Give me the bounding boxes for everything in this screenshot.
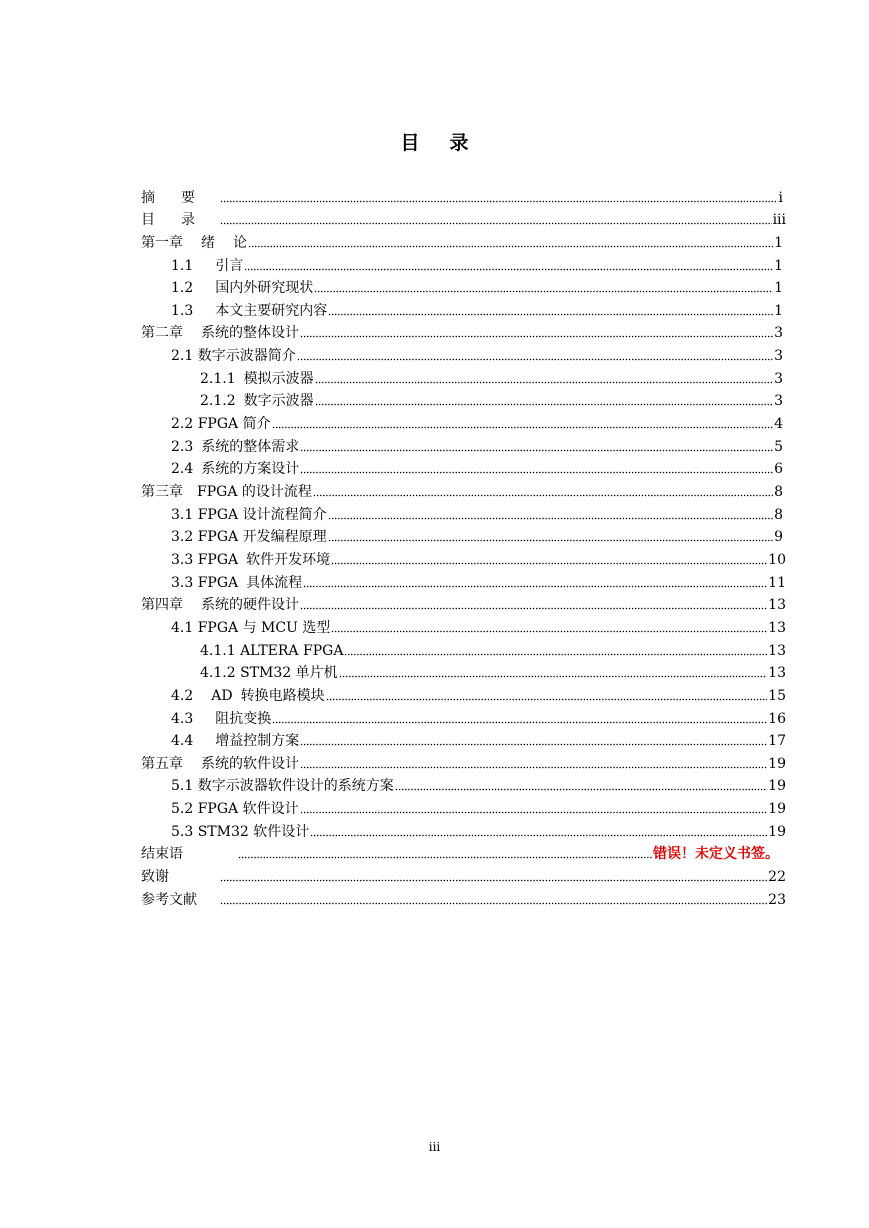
toc-entry-label [141,211,219,229]
toc-entry-page: 15 [768,687,786,704]
toc-entry-text: 论 [233,234,247,251]
toc-entry-text: AD [211,687,233,704]
dot-leader [300,335,773,338]
toc-entry-label [171,347,296,365]
toc-entry-page: i [778,189,783,206]
dot-leader [328,539,773,542]
toc-entry-text: 2.1 数字示波器简介 [171,348,296,365]
toc-entry-label [200,392,314,410]
dot-leader [344,653,767,656]
toc-entry-page: iii [772,212,786,229]
dot-leader [272,426,773,429]
toc-entry-text: 目 [141,212,155,229]
toc-entry-text: 4.1.1 ALTERA FPGA [200,642,344,659]
toc-entry-page: 11 [768,574,786,591]
dot-leader [300,766,767,769]
toc-entry-text: 转换电路模块 [240,687,325,704]
dot-leader [314,290,773,293]
toc-title-left: 目 [400,132,420,154]
toc-entry-text: 1.1 [171,257,194,274]
toc-entry[interactable] [141,750,786,773]
dot-leader [326,698,768,701]
toc-entry-page: 4 [774,416,783,433]
dot-leader [303,585,767,588]
toc-entry[interactable] [141,184,783,207]
toc-entry-text: FPGA 的设计流程 [197,484,312,501]
toc-entry-text: 致谢 [141,869,169,886]
toc-entry[interactable] [171,343,783,366]
toc-entry-label [171,415,271,433]
toc-entry-label [171,460,299,478]
toc-entry[interactable] [141,864,786,887]
toc-entry-text: 本文主要研究内容 [215,302,328,319]
toc-entry-text: 参考文献 [141,891,197,908]
toc-entry-text: 2.4 [171,461,194,478]
bookmark-error-text: 错误！未定义书签。 [653,846,779,863]
toc-entry-page: 19 [768,801,786,818]
dot-leader [300,607,767,610]
toc-entry[interactable] [141,207,786,230]
toc-entry[interactable] [171,275,783,298]
dot-leader [220,222,772,225]
toc-entry[interactable] [200,637,786,660]
toc-entry-text: 3.3 FPGA [171,551,239,568]
toc-entry[interactable] [171,773,786,796]
toc-entry-page: 19 [768,755,786,772]
toc-entry-text: 第三章 [141,484,183,501]
toc-entry-label [171,506,327,524]
toc-entry-text: 4.1 FPGA 与 MCU 选型 [171,619,331,636]
toc-entry[interactable] [171,524,783,547]
dot-leader [220,200,778,203]
toc-entry-text: 4.3 [171,710,194,727]
dot-leader [315,403,773,406]
toc-entry-page: 1 [774,280,783,297]
toc-entry-page: 19 [768,778,786,795]
toc-entry-label [171,257,243,275]
toc-entry-text: 2.1.1 [200,370,236,387]
dot-leader [220,879,767,882]
toc-entry[interactable] [171,682,786,705]
toc-entry[interactable] [171,728,786,751]
toc-entry-label [141,483,312,501]
toc-entry-text: 5.3 STM32 软件设计 [171,823,310,840]
toc-entry-text: 5.2 FPGA 软件设计 [171,801,299,818]
toc-entry-page: 3 [774,325,783,342]
toc-entry-text: 国内外研究现状 [215,280,314,297]
toc-entry-label [200,664,338,682]
toc-entry-text: 5.1 数字示波器软件设计的系统方案 [171,778,394,795]
toc-entry-page: 1 [774,302,783,319]
toc-entry[interactable] [171,818,786,841]
toc-entry-text: 第四章 [141,597,183,614]
dot-leader [238,856,652,859]
toc-entry[interactable] [171,796,786,819]
dot-leader [331,562,767,565]
dot-leader [220,902,767,905]
toc-entry-text: 阻抗变换 [215,710,272,727]
toc-entry[interactable] [171,456,783,479]
toc-entry-page: 13 [768,642,786,659]
toc-entry-page: 17 [768,733,786,750]
toc-entry-label [141,891,219,909]
toc-entry-label [171,551,330,569]
dot-leader [248,245,773,248]
toc-entry-label [171,619,330,637]
toc-entry[interactable] [200,660,786,683]
toc-entry-text: 1.2 [171,280,194,297]
toc-entry-text: 系统的整体需求 [201,438,300,455]
toc-entry[interactable] [171,433,783,456]
toc-entry-text: 系统的方案设计 [201,461,300,478]
toc-entry-text: 结束语 [141,846,183,863]
toc-entry-page: 19 [768,823,786,840]
toc-entry-text: 4.2 [171,687,194,704]
toc-entry[interactable] [171,546,786,569]
toc-entry-label [141,596,299,614]
toc-entry-text: 第一章 [141,234,183,251]
toc-entry-text: 2.1.2 [200,393,236,410]
toc-entry-page: 13 [768,597,786,614]
dot-leader [339,675,768,678]
toc-entry-page: 1 [774,257,783,274]
toc-entry-page: 6 [774,461,783,478]
toc-entry-text: 第五章 [141,755,183,772]
toc-entry-text: 摘 [141,189,155,206]
dot-leader [297,358,773,361]
toc-entry-page: 8 [774,484,783,501]
toc-entry-text: 系统的整体设计 [201,325,299,342]
toc-entry[interactable] [141,841,779,864]
toc-entry[interactable] [141,592,786,615]
toc-entry[interactable] [200,388,783,411]
page-number: iii [428,1140,441,1154]
dot-leader [315,381,773,384]
toc-entry-text: 录 [181,212,195,229]
toc-entry-page: 8 [774,506,783,523]
toc-entry[interactable] [171,252,783,275]
toc-entry-text: 引言 [215,257,244,274]
toc-entry-label [141,324,299,342]
dot-leader [300,471,773,474]
toc-entry-label [171,574,302,592]
toc-entry-label [171,279,313,297]
toc-entry[interactable] [200,365,783,388]
dot-leader [272,721,767,724]
toc-entry-page: 9 [774,529,783,546]
dot-leader [300,449,773,452]
toc-entry-page: 3 [774,348,783,365]
toc-entry-text: 4.4 [171,733,194,750]
toc-entry[interactable] [141,886,786,909]
toc-entry-page: 13 [768,665,786,682]
toc-entry-label [171,800,299,818]
toc-entry[interactable] [141,320,783,343]
toc-entry[interactable] [171,705,786,728]
toc-entry-text: 要 [181,189,195,206]
dot-leader [244,268,773,271]
toc-entry-text: 1.3 [171,302,194,319]
toc-entry-text: 具体流程 [246,574,303,591]
dot-leader [313,494,773,497]
dot-leader [328,517,773,520]
toc-entry-text: 数字示波器 [243,393,314,410]
toc-entry[interactable] [171,614,786,637]
toc-entry-page: 22 [768,869,786,886]
toc-entry-text: 3.2 FPGA 开发编程原理 [171,529,327,546]
toc-entry-label [171,710,271,728]
toc-entry-page: 5 [774,438,783,455]
toc-entry-label [171,528,327,546]
toc-entry-label [171,823,309,841]
toc-entry-text: 2.2 FPGA 简介 [171,416,271,433]
toc-entry-label [200,370,314,388]
toc-entry-page: 10 [768,551,786,568]
toc-entry-label [171,777,394,795]
toc-entry-label [171,687,325,705]
toc-entry-page: 1 [774,234,783,251]
toc-entry[interactable] [171,501,783,524]
toc-entry-text: 增益控制方案 [215,733,300,750]
toc-entry-text: 第二章 [141,325,183,342]
dot-leader [310,834,767,837]
toc-entry-label [141,234,247,252]
toc-entry-label [141,755,299,773]
toc-title-right: 录 [449,132,469,154]
dot-leader [328,313,773,316]
toc-entry[interactable] [171,297,783,320]
toc-entry-label [171,438,299,456]
toc-entry-label [141,845,237,863]
toc-entry-page: 3 [774,370,783,387]
toc-entry[interactable] [171,569,786,592]
dot-leader [300,811,768,814]
toc-entry-label [200,642,343,660]
toc-entry-text: 2.3 [171,438,194,455]
toc-entry-text: 系统的硬件设计 [201,597,299,614]
toc-title [0,128,869,155]
toc-entry[interactable] [171,411,783,434]
toc-entry-text: 模拟示波器 [243,370,314,387]
toc-entry-label [171,302,327,320]
toc-entry-text: 系统的软件设计 [201,755,299,772]
toc-entry-page: 16 [768,710,786,727]
toc-entry-label [171,732,299,750]
toc-entry-text: 4.1.2 STM32 单片机 [200,665,338,682]
toc-entry-text: 软件开发环境 [246,551,331,568]
toc-entry-label [141,189,219,207]
dot-leader [331,630,767,633]
toc-entry-page: 23 [768,891,786,908]
toc-entry-text: 3.1 FPGA 设计流程简介 [171,506,327,523]
toc-entry-page: 13 [768,619,786,636]
toc-entry[interactable] [141,229,783,252]
dot-leader [300,743,767,746]
toc-entry-text: 3.3 FPGA [171,574,239,591]
toc-entry-text: 绪 [201,234,215,251]
toc-entry-label [141,868,219,886]
toc-entry[interactable] [141,478,783,501]
dot-leader [395,788,767,791]
toc-entry-page: 3 [774,393,783,410]
